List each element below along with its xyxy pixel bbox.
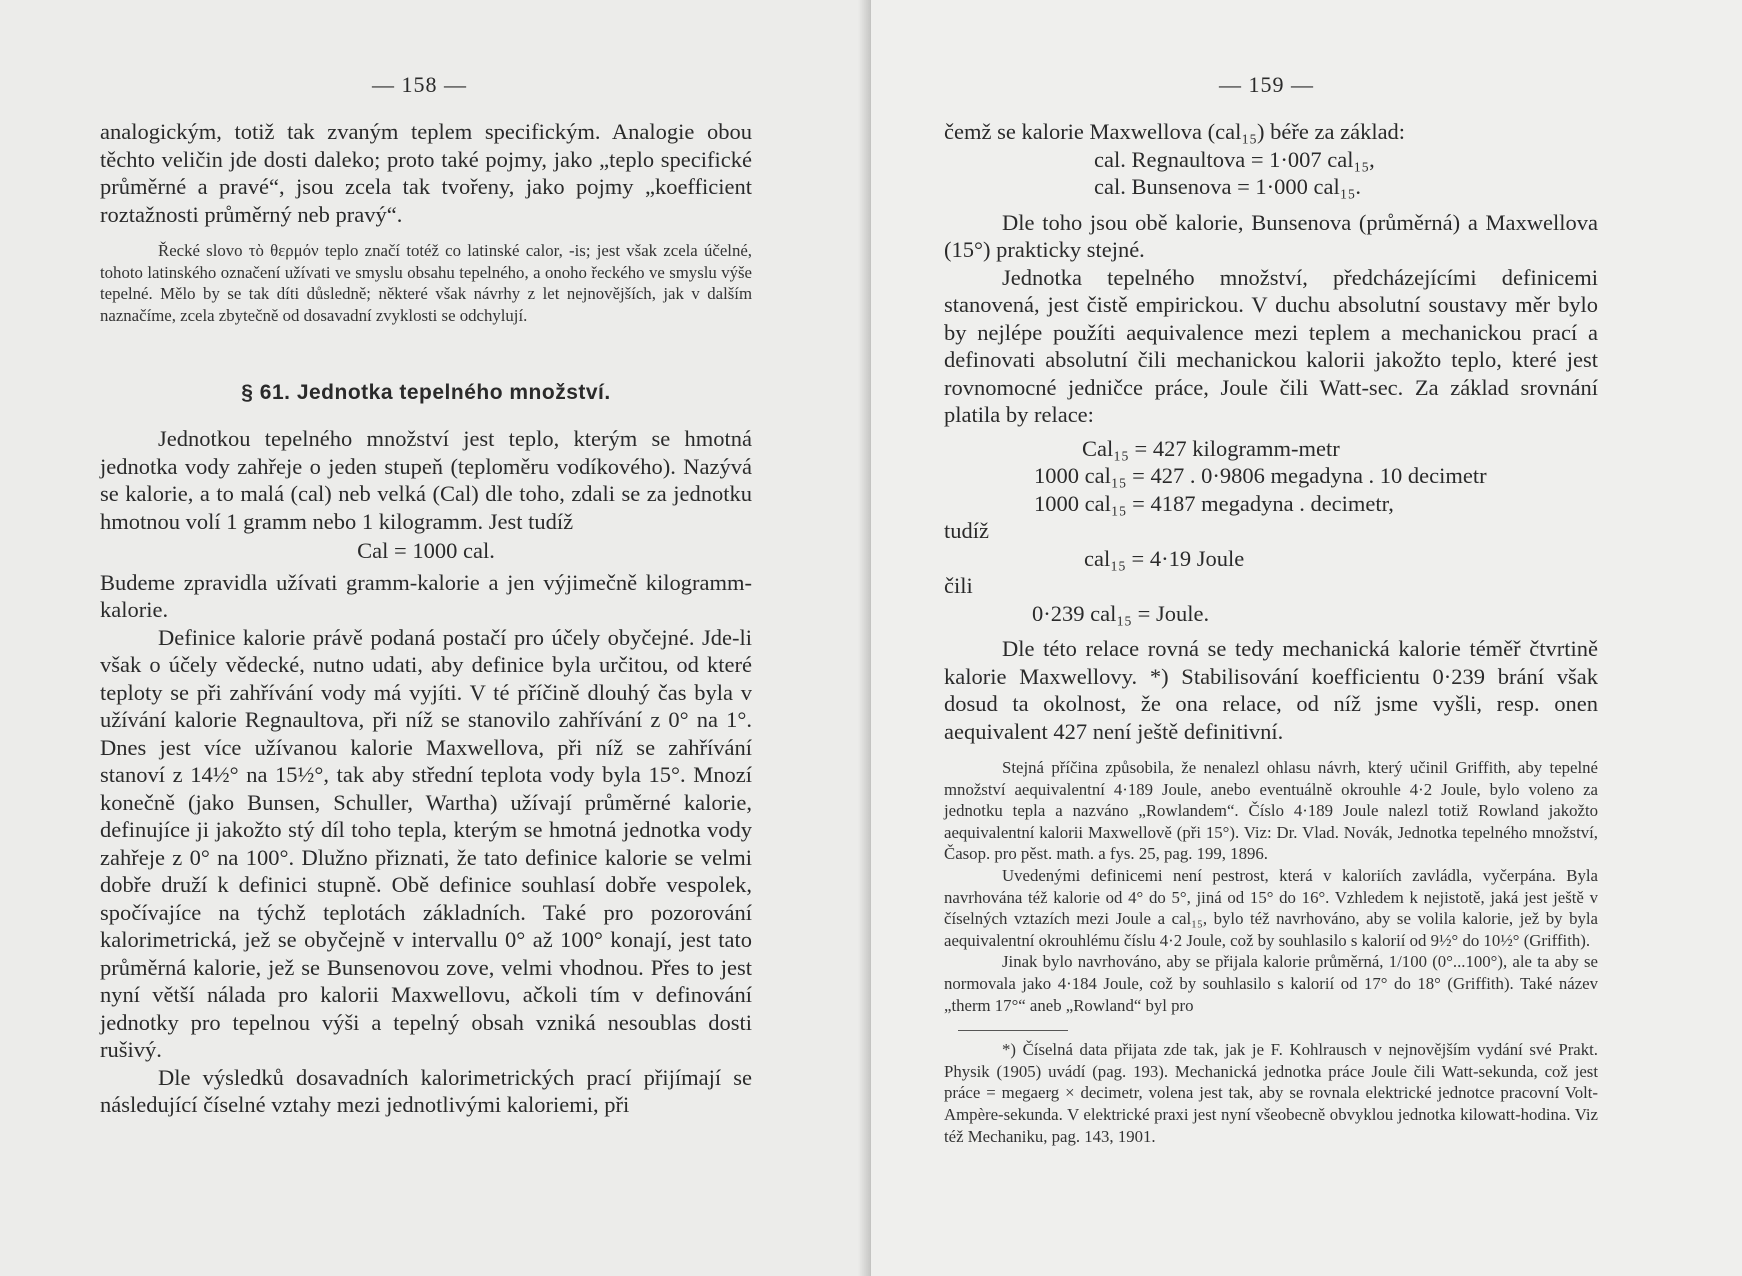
equation-regnault: cal. Regnaultova = 1·007 cal₁₅, (1094, 146, 1375, 172)
paragraph-equal: Dle toho jsou obě kalorie, Bunsenova (průměrná) a Maxwellova (15°) prakticky stejné. (944, 209, 1598, 262)
relation-megadyna: 1000 cal₁₅ = 4187 megadyna . decimetr, (1034, 490, 1394, 516)
small-paragraph-variety: Uvedenými definicemi není pestrost, která v kaloriích zavládla, vyčerpána. Byla navrhována též kalorie od 4° do 5°, jiná od 15° do 16°. Vzhledem k nejistotě, jaká jest ještě v číselných vztazích mezi Joule a cal₁₅, bylo též navrhováno, aby se volila kalorie, jež by byla aequivalentní okrouhlému číslu 4·2 Joule, což by souhlasilo s kalorií od 9½° do 10½° (Griffith). (944, 865, 1598, 950)
paragraph-definition: Jednotkou tepelného množství jest teplo, kterým se hmotná jednotka vody zahřeje o jeden stupeň (teploměru vodíkového). Nazývá se kalorie, a to malá (cal) neb velká (Cal) dle toho, zdali se za jednotku hmotnou volí 1 gramm nebo 1 kilogramm. Jest tudíž (100, 426, 752, 534)
paragraph-gramm-kalorie: Budeme zpravidla užívati gramm-kalorie a jen výjimečně kilogramm-kalorie. (100, 569, 752, 623)
page-number-159: — 159 — (1219, 72, 1314, 97)
relation-0239: 0·239 cal₁₅ = Joule. (1032, 600, 1210, 626)
page-number-158: — 158 — (372, 72, 467, 97)
section-heading: § 61. Jednotka tepelného množství. (241, 381, 611, 405)
relation-megadyna-decimetr: 1000 cal₁₅ = 427 . 0·9806 megadyna . 10 decimetr (1034, 463, 1487, 488)
footnote-rule (958, 1030, 1068, 1031)
paragraph-maxwell-base: čemž se kalorie Maxwellova (cal₁₅) béře za základ: (944, 119, 1406, 144)
relation-joule: cal₁₅ = 4·19 Joule (1084, 545, 1245, 571)
relation-kilogramm-metr: Cal₁₅ = 427 kilogramm-metr (1082, 435, 1340, 461)
equation-bunsen: cal. Bunsenova = 1·000 cal₁₅. (1094, 174, 1362, 199)
footnote-kohlrausch: *) Číselná data přijata zde tak, jak je F. Kohlrausch v nejnovějším vydání své Prakt. Physik (1905) uvádí (pag. 193). Mechanická jednotka práce Joule čili Watt-sekunda, což jest práce = megaerg × decimetr, volena jest tak, aby se rovnala elektrické jednotce pracovní Volt-Ampère-sekunda. V elektrické praxi jest nyní všeobecně obvyklou jednotka kilowatt-hodina. Viz též Mechaniku, pag. 143, 1901. (944, 1040, 1598, 1146)
word-tudiz: tudíž (944, 518, 989, 543)
paragraph-analogy: analogickým, totiž tak zvaným teplem specifickým. Analogie obou těchto veličin jde dosti daleko; proto také pojmy, jako „teplo specifické průměrné a pravé“, jsou zcela tak tvořeny, jako pojmy „koefficient roztažnosti průměrný neb pravý“. (100, 119, 752, 227)
paragraph-mechanical-kalorie: Dle této relace rovná se tedy mechanická kalorie téměř čtvrtině kalorie Maxwellovy. *) Stabilisování koefficientu 0·239 brání však dosud ta okolnost, že ona relace, od níž jsme vyšli, resp. onen aequivalent 427 není ještě definitivní. (944, 636, 1598, 744)
right-page-content (944, 118, 1598, 1147)
paragraph-absolute: Jednotka tepelného množství, předcházejícími definicemi stanovená, jest čistě empirickou. V duchu absolutní soustavy měr bylo by nejlépe použíti aequivalence mezi teplem a mechanickou prací a definovati absolutní čili mechanickou kalorii jakožto teplo, které jest rovnomocné jedničce práce, Joule čili Watt-sec. Za základ srovnání platila by relace: (944, 264, 1598, 427)
paragraph-kalorie-types: Definice kalorie právě podaná postačí pro účely obyčejné. Jde-li však o účely vědecké, nutno udati, aby definice byla určitou, od které teploty se při zahřívání vody má vyjíti. V té příčině dlouhý čas byla v užívání kalorie Regnaultova, při níž se stanovilo zahřívání z 0° na 1°. Dnes jest více užívanou kalorie Maxwellova, při níž se zahřívání stanoví z 14½° na 15½°, tak aby střední teplota vody byla 15°. Mnozí konečně (jako Bunsen, Schuller, Wartha) užívají průměrné kalorie, definujíce ji jakožto stý díl toho tepla, kterým se hmotná jednotka vody zahřeje z 0° na 100°. Dlužno přiznati, že tato definice kalorie se velmi dobře druží k definici stupně. Obě definice souhlasí dobře vespolek, spočívajíce na týchž teplotách základních. Také pro pozorování kalorimetrická, jež se obyčejně v intervallu 0° až 100° konají, jest tato průměrná kalorie, jež se Bunsenovou zove, velmi vhodnou. Přes to jest nyní větší nálada pro kalorii Maxwellovu, ačkoli tím v definování jednotky pro tepelnou výši a tepelný obsah vzniká nesoublas dosti rušivý. (100, 624, 752, 1063)
small-paragraph-griffith: Stejná příčina způsobila, že nenalezl ohlasu návrh, který učinil Griffith, aby tepelné množství aequivalentní 4·189 Joule, anebo eventuálně okrouhle 4·2 Joule, bylo voleno za jednotku tepla a nazváno „Rowlandem“. Číslo 4·189 Joule nalezl totiž Rowland jakožto aequivalentní kalorii Maxwellově (při 15°). Viz: Dr. Vlad. Novák, Jednotka tepelného množství, Časop. pro pěst. math. a fys. 25, pag. 199, 1896. (944, 758, 1598, 864)
note-greek-word: Řecké slovo τὸ θερμόν teplo značí totéž co latinské calor, -is; jest však zcela účelné, tohoto latinského označení užívati ve smyslu obsahu tepelného, a onoho řeckého ve smyslu výše tepelné. Mělo by se tak díti důsledně; některé však návrhy z let nejnovějších, jak v dalším naznačíme, zcela zbytečně od dosavadní zvyklosti se odchylují. (100, 241, 752, 325)
word-cili: čili (944, 573, 973, 598)
small-paragraph-therm: Jinak bylo navrhováno, aby se přijala kalorie průměrná, 1/100 (0°...100°), ale ta aby se normovala jako 4·184 Joule, což by souhlasilo s kalorií od 17° do 18° (Griffith). Také název „therm 17°“ aneb „Rowland“ byl pro (944, 952, 1598, 1015)
equation-cal: Cal = 1000 cal. (357, 538, 495, 564)
paragraph-results: Dle výsledků dosavadních kalorimetrických prací přijímají se následující číselné vztahy mezi jednotlivými kaloriemi, při (100, 1064, 752, 1118)
left-page-content (100, 118, 752, 1119)
